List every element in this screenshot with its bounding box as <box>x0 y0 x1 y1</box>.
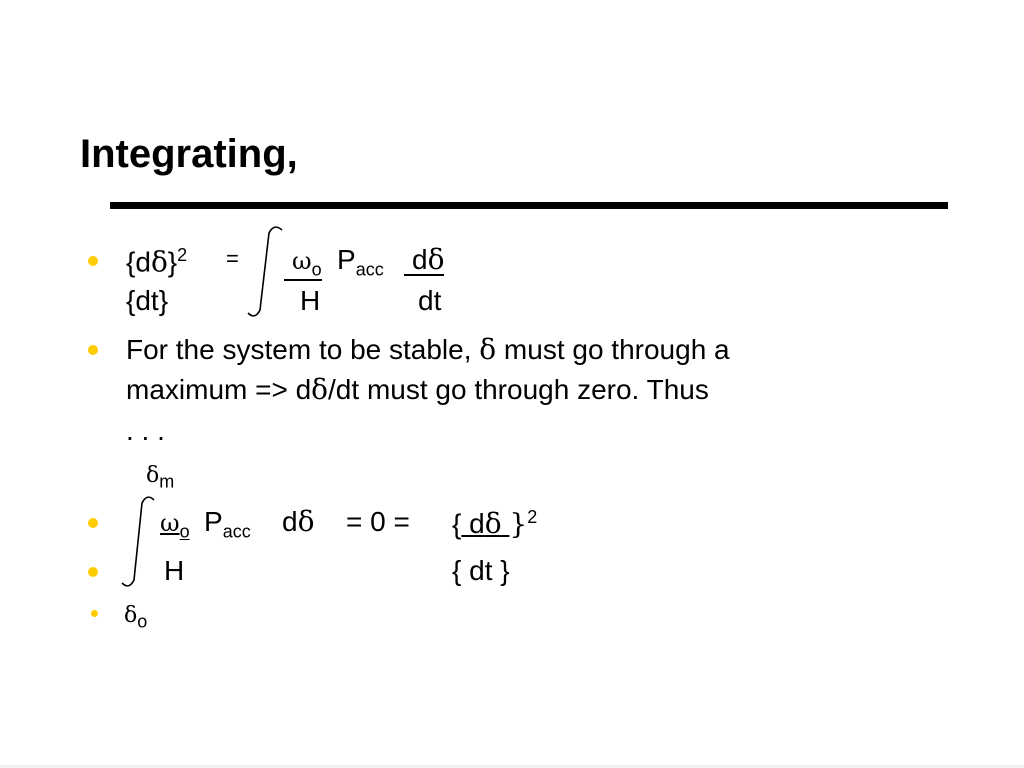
eq2-rhs-exponent: 2 <box>527 507 538 527</box>
eq1-lhs-top <box>126 245 188 279</box>
eq2-lower-limit <box>124 604 147 630</box>
bullet2-text-b: must go through a <box>496 334 730 365</box>
eq2-p-term <box>204 508 251 541</box>
eq1-ddelta-underline <box>404 243 445 276</box>
eq2-p: P <box>204 506 223 537</box>
eq2-upper-delta: δ <box>146 463 160 488</box>
bullet2-line2-b: /dt must go through zero. Thus <box>328 374 709 405</box>
integral-sign-icon <box>240 224 290 320</box>
bullet2-line2 <box>126 373 709 406</box>
eq2-lower-delta: δ <box>124 603 138 628</box>
eq2-rhs-d: d <box>461 508 485 540</box>
bullet2-line2-delta: δ <box>311 373 329 406</box>
eq1-delta: δ <box>427 243 445 276</box>
eq2-omega-sub: o <box>179 521 190 542</box>
bullet2-line2-a: maximum => d <box>126 374 312 405</box>
eq2-rhs-delta: δ <box>484 507 502 541</box>
eq2-brace-close: } <box>509 507 528 541</box>
eq1-omega: ω <box>292 247 312 275</box>
eq2-rhs-bottom: { dt } <box>452 555 510 586</box>
eq2-upper-limit <box>146 464 174 490</box>
eq1-p: P <box>337 244 356 275</box>
eq1-ddelta <box>404 243 445 276</box>
eq2-rhs-top <box>452 507 538 541</box>
eq2-brace-open: { <box>452 508 462 540</box>
eq1-omega-sub: o <box>311 259 322 280</box>
eq1-dt: dt <box>418 285 442 316</box>
eq2-omega: ω <box>160 509 180 537</box>
eq2-h: H <box>164 555 185 586</box>
bullet-marker <box>88 567 98 577</box>
eq1-p-sub: acc <box>355 259 384 280</box>
eq1-lhs-exponent: 2 <box>177 245 188 265</box>
bullet-marker <box>88 345 98 355</box>
eq1-omega-term <box>284 246 322 281</box>
bullet-marker <box>88 518 98 528</box>
eq1-lhs-delta: δ <box>150 245 168 279</box>
eq1-lhs-open: {d <box>126 246 151 278</box>
eq2-p-sub: acc <box>222 521 251 542</box>
eq2-omega-term <box>160 508 190 541</box>
eq1-d: d <box>412 244 428 275</box>
eq2-ddelta <box>282 505 315 538</box>
eq1-omega-underline <box>284 246 322 281</box>
eq1-equals: = <box>226 246 239 271</box>
bullet-marker <box>91 610 98 617</box>
title-underline <box>110 202 948 209</box>
eq2-upper-sub: m <box>159 471 175 492</box>
integral-sign-icon <box>116 494 160 590</box>
bullet2-text-a: For the system to be stable, <box>126 334 480 365</box>
eq1-p-term <box>337 246 384 279</box>
eq1-h: H <box>300 285 321 316</box>
bullet-marker <box>88 256 98 266</box>
slide-title: Integrating, <box>80 132 298 176</box>
eq2-delta: δ <box>297 505 315 538</box>
bullet2-line1 <box>126 333 730 366</box>
bullet2-delta: δ <box>479 333 497 366</box>
eq2-lower-sub: o <box>137 611 148 632</box>
eq1-lhs-bottom: {dt} <box>126 285 169 316</box>
bullet2-line3: . . . <box>126 415 165 446</box>
eq2-d: d <box>282 506 298 537</box>
eq1-lhs-close: } <box>167 246 178 278</box>
eq2-equals-zero: = 0 = <box>346 506 410 537</box>
